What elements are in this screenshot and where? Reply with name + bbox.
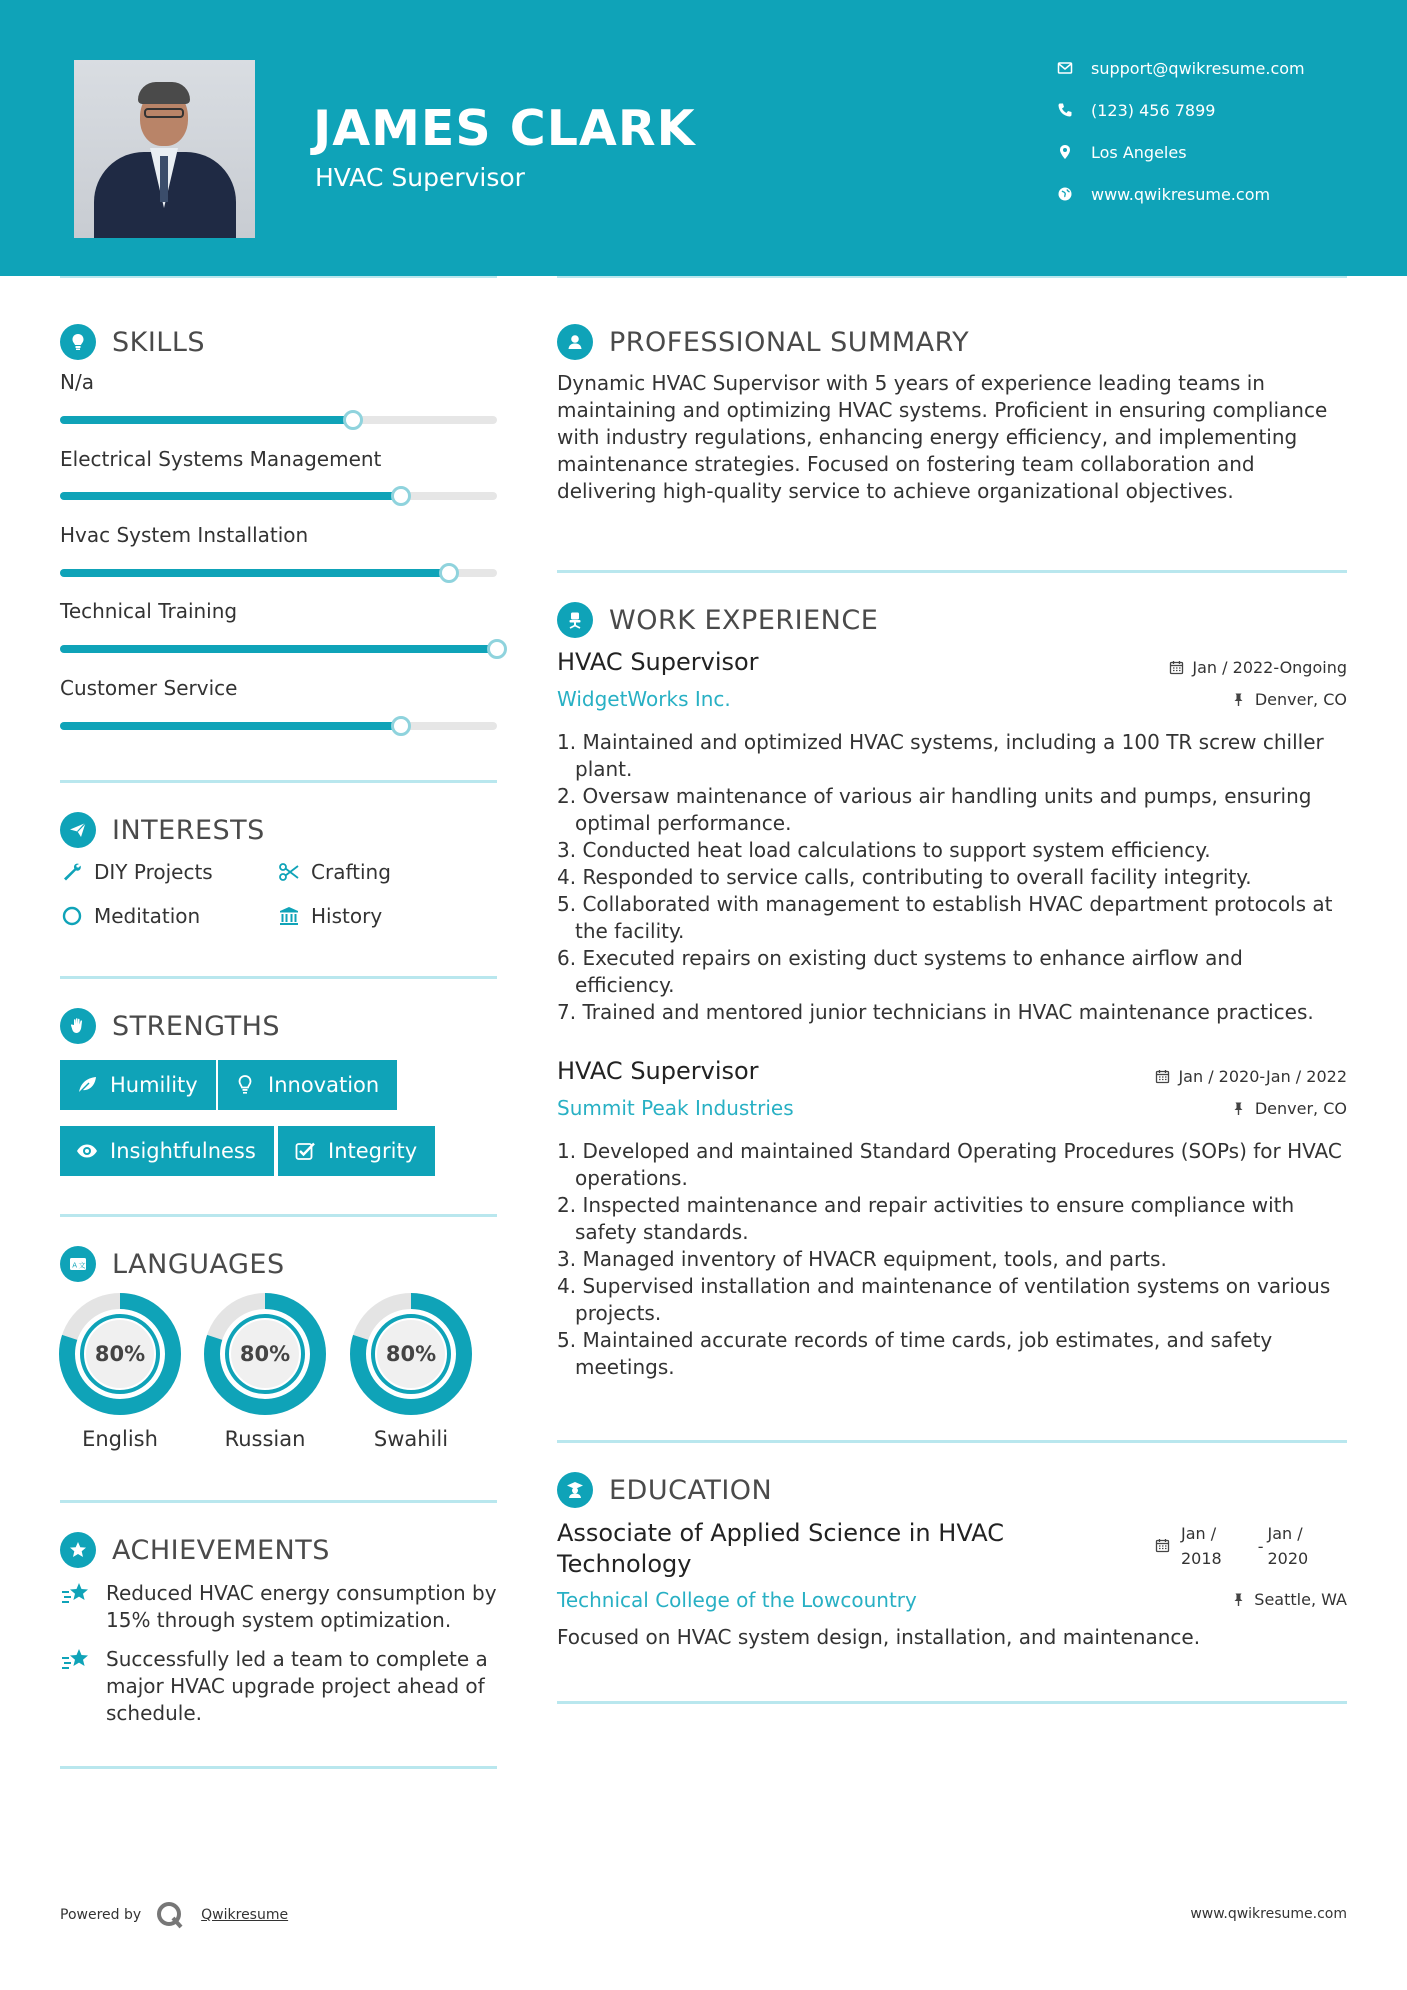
candidate-role: HVAC Supervisor [315,163,525,192]
achievement-text: Successfully led a team to complete a major HVAC upgrade project ahead of schedule. [106,1647,488,1725]
contact-email[interactable] [1055,58,1305,78]
strength-label: Innovation [268,1073,380,1097]
pushpin-icon [1230,1592,1246,1608]
strength-badge [218,1060,397,1110]
paper-plane-icon [60,812,96,848]
circle-icon [60,904,84,928]
degree-title: Associate of Applied Science in HVAC Technology [557,1519,1004,1578]
skill-label: Hvac System Installation [60,523,309,547]
interests-title: INTERESTS [112,814,265,846]
candidate-name: JAMES CLARK [313,100,696,157]
experience-title: WORK EXPERIENCE [609,604,879,636]
language-item [350,1293,472,1451]
section-divider [60,780,497,783]
powered-by-label: Powered by [60,1907,142,1923]
duty-item: 1. Maintained and optimized HVAC systems, including a 100 TR screw chiller plant. [557,730,1324,781]
calendar-icon [1155,1538,1171,1554]
section-divider [60,1766,497,1769]
education-location-text: Seattle, WA [1254,1590,1347,1609]
skill-bar-fill [60,645,497,653]
user-icon [557,324,593,360]
job-location [1231,690,1347,709]
footer-powered [60,1900,288,1930]
interest-item [277,860,391,884]
education-end-month: Jan / [1267,1524,1303,1543]
contact-location-text: Los Angeles [1091,142,1187,162]
school-name: Technical College of the Lowcountry [557,1588,917,1612]
shooting-star-icon [60,1646,92,1674]
strength-badge [60,1060,216,1110]
skill-bar-fill [60,492,401,500]
interest-item [277,904,382,928]
duty-item: 2. Inspected maintenance and repair activities to ensure compliance with safety standards. [557,1193,1295,1244]
duty-item: 6. Executed repairs on existing duct systems to enhance airflow and efficiency. [557,946,1243,997]
institution-icon [277,904,301,928]
job-company: WidgetWorks Inc. [557,687,731,711]
job-duties-list [557,729,1347,1026]
pushpin-icon [1231,1101,1247,1117]
interest-label: History [311,904,383,928]
hand-icon [60,1008,96,1044]
job-title: HVAC Supervisor [557,648,759,676]
job-location [1231,1099,1347,1118]
job-dates-text: Jan / 2020-Jan / 2022 [1178,1067,1347,1086]
job-dates [1154,1067,1347,1086]
section-divider [557,570,1347,573]
skill-bar-knob [439,563,459,583]
map-marker-icon [1055,142,1075,162]
summary-title: PROFESSIONAL SUMMARY [609,326,970,358]
skills-heading [60,324,205,360]
skill-bar [60,645,497,653]
interest-item [60,860,213,884]
skill-label: N/a [60,370,94,394]
achievements-title: ACHIEVEMENTS [112,1534,330,1566]
language-percent: 80% [94,1342,146,1366]
contact-email-text: support@qwikresume.com [1091,58,1305,78]
job-duties-list [557,1138,1347,1381]
skill-bar-knob [343,410,363,430]
section-divider [60,976,497,979]
lightbulb-icon [232,1074,258,1096]
skill-label: Technical Training [60,599,238,623]
globe-icon [1055,184,1075,204]
language-name: English [82,1427,158,1451]
resume-header [0,0,1407,276]
svg-text:A: A [72,1261,78,1270]
strength-badge [60,1126,274,1176]
job-location-text: Denver, CO [1254,690,1347,709]
job-location-text: Denver, CO [1254,1099,1347,1118]
section-divider [557,1701,1347,1704]
language-icon [60,1246,96,1282]
language-item [59,1293,181,1451]
language-percent: 80% [239,1342,291,1366]
skill-bar [60,492,497,500]
duty-item: 3. Conducted heat load calculations to support system efficiency. [557,838,1211,862]
skill-bar-knob [391,486,411,506]
envelope-icon [1055,58,1075,78]
strengths-heading [60,1008,280,1044]
education-dates [1155,1521,1308,1571]
section-divider [60,1500,497,1503]
eye-icon [74,1140,100,1162]
language-percent: 80% [385,1342,437,1366]
lightbulb-icon [60,324,96,360]
skill-bar-knob [391,716,411,736]
calendar-icon [1154,1069,1170,1085]
header-divider-right [557,276,1347,278]
contact-phone-text: (123) 456 7899 [1091,100,1216,120]
achievement-text: Reduced HVAC energy consumption by 15% through system optimization. [106,1581,497,1632]
job-dates [1168,658,1347,677]
profile-photo [74,60,255,238]
language-name: Russian [224,1427,306,1451]
svg-text:文: 文 [78,1261,86,1270]
education-end-year: 2020 [1267,1549,1309,1568]
duty-item: 4. Supervised installation and maintenance of ventilation systems on various projects. [557,1274,1331,1325]
job-company: Summit Peak Industries [557,1096,794,1120]
skills-title: SKILLS [112,326,206,358]
job-dates-text: Jan / 2022-Ongoing [1192,658,1347,677]
contact-phone[interactable] [1055,100,1215,120]
skill-bar [60,416,497,424]
duty-item: 5. Maintained accurate records of time cards, job estimates, and safety meetings. [557,1328,1273,1379]
achievements-heading [60,1532,330,1568]
skill-label: Electrical Systems Management [60,447,382,471]
duty-item: 5. Collaborated with management to establish HVAC department protocols at the facility. [557,892,1333,943]
skill-bar-knob [487,639,507,659]
skill-bar-fill [60,416,353,424]
interest-item [60,904,200,928]
duty-item: 4. Responded to service calls, contributing to overall facility integrity. [557,865,1252,889]
check-square-icon [292,1140,318,1162]
strength-label: Integrity [328,1139,418,1163]
education-description: Focused on HVAC system design, installation, and maintenance. [557,1625,1201,1649]
strength-label: Humility [110,1073,198,1097]
education-location [1230,1590,1347,1609]
summary-text: Dynamic HVAC Supervisor with 5 years of experience leading teams in maintaining and optimizing HVAC systems. Proficient in ensuring compliance with industry regulations, enhancing energy efficiency, and implementing maintenance strategies. Focused on fostering team collaboration and delivering high-quality service to achieve organizational objectives. [557,371,1328,503]
brand-link[interactable]: Qwikresume [201,1907,289,1923]
duty-item: 1. Developed and maintained Standard Operating Procedures (SOPs) for HVAC operations. [557,1139,1342,1190]
contact-location [1055,142,1187,162]
interests-heading [60,812,265,848]
education-heading [557,1472,772,1508]
interest-label: Crafting [311,860,391,884]
language-name: Swahili [373,1427,449,1451]
leaf-icon [74,1074,100,1096]
achievement-item [60,1580,500,1634]
experience-heading [557,602,878,638]
job-title: HVAC Supervisor [557,1057,759,1085]
qwikresume-logo-icon [155,1900,185,1930]
scissors-icon [277,860,301,884]
achievement-item [60,1646,500,1727]
skill-bar [60,722,497,730]
section-divider [60,1214,497,1217]
header-divider-left [60,276,497,278]
education-title: EDUCATION [609,1474,773,1506]
chair-icon [557,602,593,638]
languages-heading [60,1246,285,1282]
skill-bar-fill [60,569,449,577]
education-start-year: 2018 [1181,1549,1222,1568]
strength-badge [278,1126,435,1176]
wrench-icon [60,860,84,884]
education-date-separator: - [1257,1536,1264,1556]
calendar-icon [1168,660,1184,676]
summary-heading [557,324,969,360]
languages-title: LANGUAGES [112,1248,285,1280]
contact-website-text: www.qwikresume.com [1091,184,1271,204]
skill-bar-fill [60,722,401,730]
shooting-star-icon [60,1580,92,1608]
language-item [204,1293,326,1451]
education-end [1268,1521,1309,1571]
strength-label: Insightfulness [110,1139,256,1163]
skill-bar [60,569,497,577]
phone-icon [1055,100,1075,120]
star-badge-icon [60,1532,96,1568]
footer-website[interactable]: www.qwikresume.com [1190,1906,1347,1922]
graduate-icon [557,1472,593,1508]
interest-label: DIY Projects [94,860,213,884]
duty-item: 3. Managed inventory of HVACR equipment, tools, and parts. [557,1247,1167,1271]
education-start-month: Jan / [1181,1524,1217,1543]
education-start [1181,1521,1222,1571]
contact-website[interactable] [1055,184,1270,204]
duty-item: 2. Oversaw maintenance of various air handling units and pumps, ensuring optimal performance. [557,784,1312,835]
pushpin-icon [1231,692,1247,708]
interest-label: Meditation [94,904,201,928]
section-divider [557,1440,1347,1443]
duty-item: 7. Trained and mentored junior technicians in HVAC maintenance practices. [557,1000,1314,1024]
skill-label: Customer Service [60,676,238,700]
strengths-title: STRENGTHS [112,1010,281,1042]
